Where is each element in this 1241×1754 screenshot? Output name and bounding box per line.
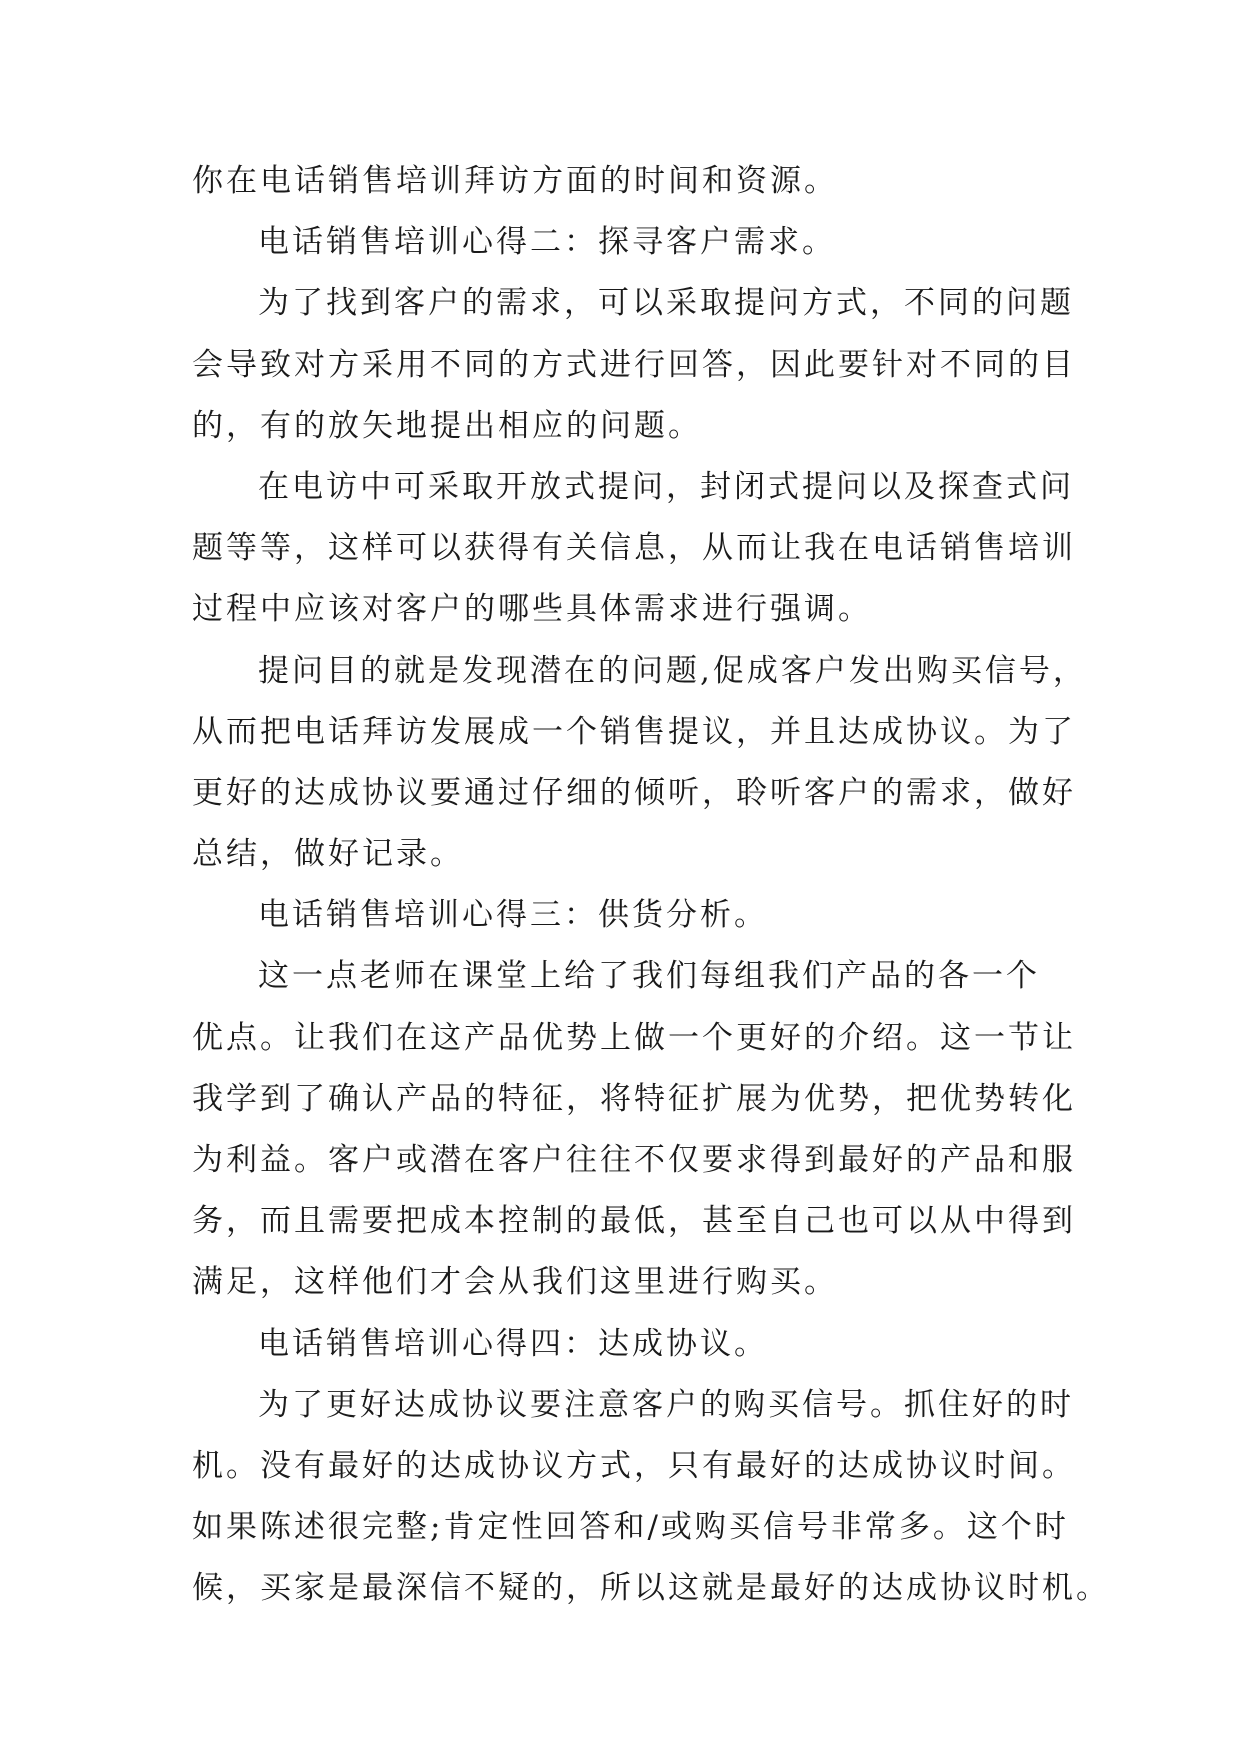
text-line: 你在电话销售培训拜访方面的时间和资源。 xyxy=(192,163,838,199)
text-line: 务，而且需要把成本控制的最低，甚至自己也可以从中得到 xyxy=(192,1203,1076,1240)
text-line: 机。没有最好的达成协议方式，只有最好的达成协议时间。 xyxy=(192,1447,1076,1484)
text-line: 从而把电话拜访发展成一个销售提议，并且达成协议。为了 xyxy=(192,713,1076,750)
text-line: 过程中应该对客户的哪些具体需求进行强调。 xyxy=(192,591,872,628)
text-line: 的，有的放矢地提出相应的问题。 xyxy=(192,407,702,444)
text-line: 为了更好达成协议要注意客户的购买信号。抓住好的时 xyxy=(258,1386,1074,1423)
text-line: 会导致对方采用不同的方式进行回答，因此要针对不同的目 xyxy=(192,346,1076,383)
section-heading-3: 电话销售培训心得三：供货分析。 xyxy=(258,897,768,934)
body-text xyxy=(192,151,1110,1620)
text-line: 这一点老师在课堂上给了我们每组我们产品的各一个 xyxy=(258,958,1040,995)
text-line: 优点。让我们在这产品优势上做一个更好的介绍。这一节让 xyxy=(192,1019,1076,1056)
text-line: 满足，这样他们才会从我们这里进行购买。 xyxy=(192,1264,838,1301)
text-line: 总结，做好记录。 xyxy=(192,836,464,873)
text-line: 在电访中可采取开放式提问，封闭式提问以及探查式问 xyxy=(258,468,1074,505)
text-line: 更好的达成协议要通过仔细的倾听，聆听客户的需求，做好 xyxy=(192,774,1076,811)
section-heading-2: 电话销售培训心得二：探寻客户需求。 xyxy=(258,224,836,261)
section-heading-4: 电话销售培训心得四：达成协议。 xyxy=(258,1325,768,1362)
text-line: 我学到了确认产品的特征，将特征扩展为优势，把优势转化 xyxy=(192,1080,1076,1117)
text-line: 候，买家是最深信不疑的，所以这就是最好的达成协议时机。 xyxy=(192,1570,1110,1607)
text-line: 提问目的就是发现潜在的问题,促成客户发出购买信号， xyxy=(258,652,1087,689)
text-line: 如果陈述很完整;肯定性回答和/或购买信号非常多。这个时 xyxy=(192,1509,1069,1546)
text-line: 为了找到客户的需求，可以采取提问方式，不同的问题 xyxy=(258,285,1074,322)
text-line: 题等等，这样可以获得有关信息，从而让我在电话销售培训 xyxy=(192,530,1076,567)
text-line: 为利益。客户或潜在客户往往不仅要求得到最好的产品和服 xyxy=(192,1142,1076,1178)
